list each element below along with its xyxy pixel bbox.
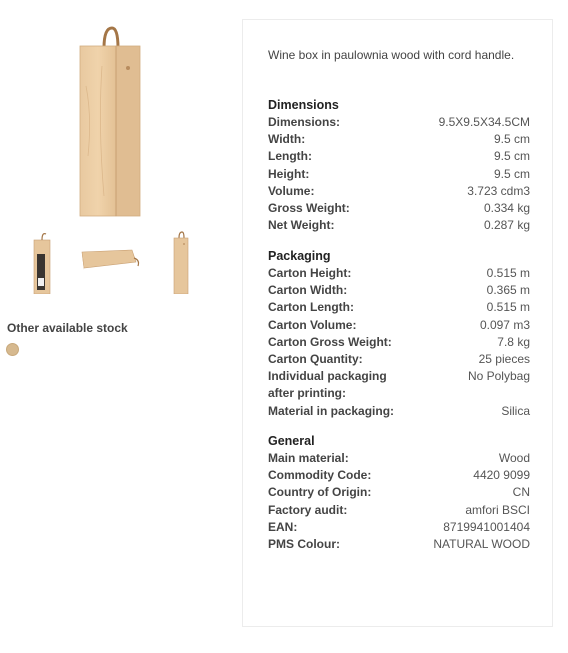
spec-row bbox=[268, 217, 530, 234]
spec-value: 7.8 kg bbox=[497, 334, 530, 349]
spec-row bbox=[268, 265, 530, 282]
product-description: Wine box in paulownia wood with cord handle. bbox=[268, 48, 515, 62]
spec-value: 0.097 m3 bbox=[479, 317, 530, 332]
spec-value: 9.5X9.5X34.5CM bbox=[438, 115, 530, 129]
spec-row bbox=[268, 114, 530, 131]
thumbnail-open-box[interactable] bbox=[32, 230, 52, 294]
packaging-section bbox=[268, 247, 530, 420]
spec-row bbox=[268, 351, 530, 368]
spec-value: 9.5 cm bbox=[493, 166, 530, 181]
spec-label: Material in packaging: bbox=[268, 403, 395, 418]
dimensions-title: Dimensions bbox=[268, 98, 339, 112]
spec-label: Commodity Code: bbox=[268, 468, 372, 483]
spec-value: 8719941001404 bbox=[443, 519, 530, 534]
spec-label: Carton Height: bbox=[268, 266, 352, 280]
spec-label: Main material: bbox=[268, 451, 349, 465]
color-swatch-natural-wood[interactable] bbox=[6, 343, 19, 356]
dimensions-section bbox=[268, 96, 530, 234]
packaging-title: Packaging bbox=[268, 249, 331, 263]
spec-label: Width: bbox=[268, 132, 306, 147]
general-section bbox=[268, 432, 530, 553]
product-main-image bbox=[72, 26, 148, 220]
thumbnail-standing-box[interactable] bbox=[172, 230, 190, 294]
spec-row bbox=[268, 334, 530, 351]
spec-label: Carton Length: bbox=[268, 300, 354, 315]
spec-row bbox=[268, 299, 530, 316]
spec-row bbox=[268, 484, 530, 501]
spec-label: PMS Colour: bbox=[268, 537, 340, 552]
spec-value: Silica bbox=[501, 403, 530, 418]
spec-row bbox=[268, 403, 530, 420]
spec-row bbox=[268, 282, 530, 299]
spec-row bbox=[268, 519, 530, 536]
spec-value: Wood bbox=[498, 451, 530, 465]
spec-value: 0.287 kg bbox=[483, 218, 530, 233]
spec-label: Net Weight: bbox=[268, 218, 335, 233]
spec-row bbox=[268, 385, 530, 402]
spec-label: Gross Weight: bbox=[268, 201, 350, 216]
spec-value: amfori BSCI bbox=[465, 502, 530, 517]
spec-label: Length: bbox=[268, 149, 312, 164]
spec-row bbox=[268, 450, 530, 467]
spec-label: Carton Volume: bbox=[268, 317, 357, 332]
spec-value: 9.5 cm bbox=[493, 132, 530, 147]
spec-label: Carton Gross Weight: bbox=[268, 334, 392, 349]
spec-row bbox=[268, 148, 530, 165]
thumbnail-strip bbox=[0, 226, 230, 296]
spec-value: 3.723 cdm3 bbox=[467, 183, 530, 198]
spec-label: Dimensions: bbox=[268, 115, 341, 129]
spec-value: 0.365 m bbox=[486, 283, 530, 298]
spec-row bbox=[268, 536, 530, 553]
specifications-panel bbox=[242, 19, 553, 627]
other-stock-label: Other available stock bbox=[7, 321, 128, 335]
general-title: General bbox=[268, 434, 315, 448]
spec-row bbox=[268, 467, 530, 484]
spec-label: Carton Width: bbox=[268, 283, 348, 298]
spec-row bbox=[268, 368, 530, 385]
spec-label: Individual packaging bbox=[268, 369, 387, 384]
spec-label: Height: bbox=[268, 166, 310, 181]
spec-value: 9.5 cm bbox=[493, 149, 530, 164]
spec-value: No Polybag bbox=[467, 369, 530, 384]
spec-label: Carton Quantity: bbox=[268, 352, 363, 367]
spec-value: 25 pieces bbox=[478, 352, 530, 367]
spec-row bbox=[268, 131, 530, 148]
thumbnail-lying-box[interactable] bbox=[80, 246, 142, 272]
spec-label: Factory audit: bbox=[268, 502, 348, 517]
spec-value: CN bbox=[512, 485, 530, 500]
spec-value: 0.334 kg bbox=[483, 201, 530, 216]
spec-row bbox=[268, 317, 530, 334]
spec-label: EAN: bbox=[268, 519, 298, 534]
spec-row bbox=[268, 502, 530, 519]
spec-value: 0.515 m bbox=[486, 266, 530, 280]
spec-row bbox=[268, 183, 530, 200]
spec-value: 0.515 m bbox=[486, 300, 530, 315]
spec-row bbox=[268, 200, 530, 217]
spec-label: Volume: bbox=[268, 183, 315, 198]
spec-label: Country of Origin: bbox=[268, 485, 372, 500]
spec-row bbox=[268, 166, 530, 183]
spec-label: after printing: bbox=[268, 386, 346, 401]
spec-value: 4420 9099 bbox=[473, 468, 530, 483]
spec-value: NATURAL WOOD bbox=[433, 537, 530, 552]
